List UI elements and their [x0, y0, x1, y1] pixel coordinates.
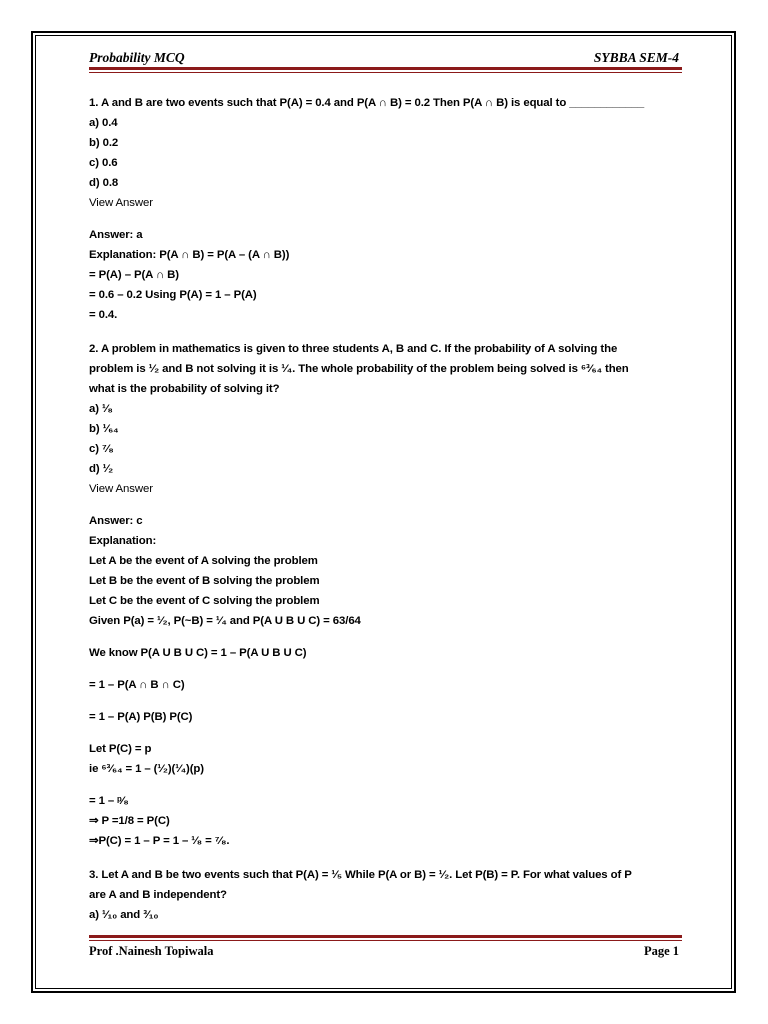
spacer — [89, 663, 679, 675]
question-1 — [89, 93, 679, 325]
spacer — [89, 631, 679, 643]
q2-explanation-line: Let A be the event of A solving the problem — [89, 555, 318, 567]
header-title: Probability MCQ — [89, 50, 185, 65]
spacer — [89, 851, 679, 865]
q1-text: 1. A and B are two events such that P(A) = 0.4 and P(A ∩ B) = 0.2 Then P(A ∩ B) is equal to ____________ — [89, 97, 645, 109]
q2-we-know: We know P(A U B U C) = 1 – P(A U B U C) — [89, 647, 307, 659]
q3-option-a: a) ¹⁄₁₀ and ³⁄₁₀ — [89, 909, 159, 921]
q1-option-c: c) 0.6 — [89, 157, 118, 169]
question-2 — [89, 339, 679, 851]
q2-view-answer[interactable]: View Answer — [89, 483, 153, 495]
header-rule-thick — [89, 67, 682, 70]
spacer — [89, 695, 679, 707]
q1-option-a: a) 0.4 — [89, 117, 118, 129]
footer-rule-thin — [89, 940, 682, 941]
q2-explanation-line: Given P(a) = ¹⁄₂, P(~B) = ¹⁄₄ and P(A U B U C) = 63/64 — [89, 615, 361, 627]
q3-text-line: 3. Let A and B be two events such that P(A) = ¹⁄₅ While P(A or B) = ¹⁄₂. Let P(B) = P. For what values of P — [89, 869, 632, 881]
q1-explanation-line: = 0.4. — [89, 309, 118, 321]
q2-text-line: 2. A problem in mathematics is given to three students A, B and C. If the probability of A solving the — [89, 343, 618, 355]
q2-final-line: = 1 – ᵖ⁄₈ — [89, 795, 129, 807]
spacer — [89, 779, 679, 791]
q2-step-2: = 1 – P(A) P(B) P(C) — [89, 711, 193, 723]
q2-option-d: d) ¹⁄₂ — [89, 463, 114, 475]
q1-option-d: d) 0.8 — [89, 177, 119, 189]
footer-author: Prof .Nainesh Topiwala — [89, 944, 214, 958]
spacer — [89, 499, 679, 511]
spacer — [89, 213, 679, 225]
question-3 — [89, 865, 679, 925]
q2-final-line: ⇒P(C) = 1 – P = 1 – ¹⁄₈ = ⁷⁄₈. — [89, 835, 230, 847]
q2-final-line: ⇒ P =1/8 = P(C) — [89, 815, 170, 827]
q2-step-1: = 1 – P(A ∩ B ∩ C) — [89, 679, 185, 691]
page-footer — [89, 944, 679, 962]
footer-rule-thick — [89, 935, 682, 938]
q2-text-line: problem is ¹⁄₂ and B not solving it is ¹⁄₄. The whole probability of the problem being solved is ⁶³⁄₆₄ then — [89, 363, 629, 375]
q2-explanation-line: Let C be the event of C solving the problem — [89, 595, 320, 607]
q2-text-line: what is the probability of solving it? — [89, 383, 280, 395]
q1-explanation-line: Explanation: P(A ∩ B) = P(A – (A ∩ B)) — [89, 249, 290, 261]
q1-explanation-line: = 0.6 – 0.2 Using P(A) = 1 – P(A) — [89, 289, 257, 301]
q2-let-line: ie ⁶³⁄₆₄ = 1 – (¹⁄₂)(¹⁄₄)(p) — [89, 763, 204, 775]
q1-option-b: b) 0.2 — [89, 137, 119, 149]
header-rule-thin — [89, 72, 682, 73]
q2-option-a: a) ¹⁄₈ — [89, 403, 113, 415]
page-header — [89, 50, 679, 68]
spacer — [89, 325, 679, 339]
q2-explanation-line: Let B be the event of B solving the problem — [89, 575, 320, 587]
q2-explanation-line: Explanation: — [89, 535, 157, 547]
spacer — [89, 727, 679, 739]
q2-option-c: c) ⁷⁄₈ — [89, 443, 114, 455]
q3-text-line: are A and B independent? — [89, 889, 227, 901]
q2-answer: Answer: c — [89, 515, 143, 527]
q1-answer: Answer: a — [89, 229, 143, 241]
page-content — [89, 93, 679, 925]
footer-page-number: Page 1 — [643, 944, 679, 958]
q2-option-b: b) ¹⁄₆₄ — [89, 423, 119, 435]
q2-let-line: Let P(C) = p — [89, 743, 152, 755]
q1-view-answer[interactable]: View Answer — [89, 197, 153, 209]
q1-explanation-line: = P(A) – P(A ∩ B) — [89, 269, 179, 281]
header-course: SYBBA SEM-4 — [593, 50, 679, 65]
